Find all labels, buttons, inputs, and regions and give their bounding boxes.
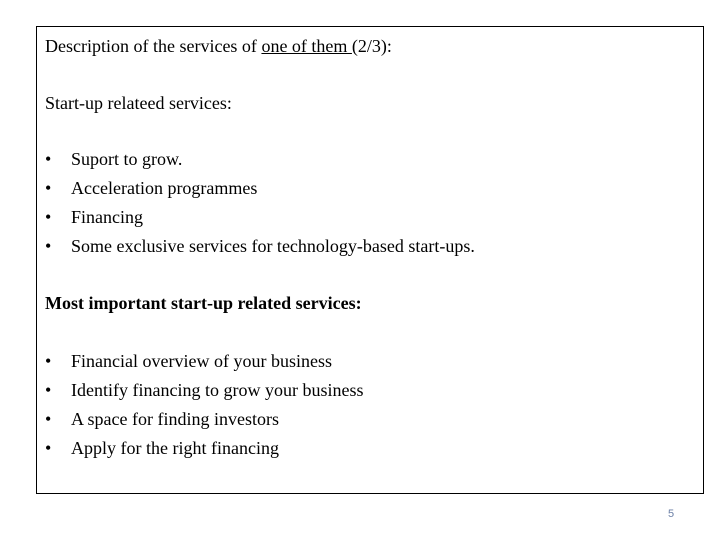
section-1-bullet-list — [45, 149, 475, 265]
bullet-icon: • — [45, 178, 52, 198]
content-box — [36, 26, 704, 494]
list-item — [45, 409, 363, 438]
intro-prefix: Description of the services of — [45, 36, 262, 56]
section-2-heading: Most important start-up related services: — [45, 293, 362, 313]
list-item-text: Some exclusive services for technology-based start-ups. — [71, 236, 475, 256]
list-item — [45, 207, 475, 236]
list-item-text: Suport to grow. — [71, 149, 183, 169]
list-item-text: A space for finding investors — [71, 409, 279, 429]
list-item — [45, 178, 475, 207]
intro-emphasis: one of them — [261, 36, 352, 56]
list-item-text: Acceleration programmes — [71, 178, 258, 198]
list-item — [45, 438, 363, 467]
bullet-icon: • — [45, 409, 52, 429]
bullet-icon: • — [45, 236, 52, 256]
list-item — [45, 351, 363, 380]
section-2-bullet-list — [45, 351, 363, 467]
list-item-text: Identify financing to grow your business — [71, 380, 364, 400]
list-item-text: Financial overview of your business — [71, 351, 332, 371]
section-1-heading: Start-up relateed services: — [45, 93, 232, 113]
list-item — [45, 380, 363, 409]
intro-suffix: (2/3): — [351, 36, 392, 56]
bullet-icon: • — [45, 438, 52, 458]
page-number: 5 — [668, 508, 675, 520]
bullet-icon: • — [45, 149, 52, 169]
intro-line — [45, 36, 392, 56]
list-item-text: Financing — [71, 207, 143, 227]
list-item-text: Apply for the right financing — [71, 438, 279, 458]
list-item — [45, 149, 475, 178]
bullet-icon: • — [45, 207, 52, 227]
list-item — [45, 236, 475, 265]
bullet-icon: • — [45, 351, 52, 371]
bullet-icon: • — [45, 380, 52, 400]
